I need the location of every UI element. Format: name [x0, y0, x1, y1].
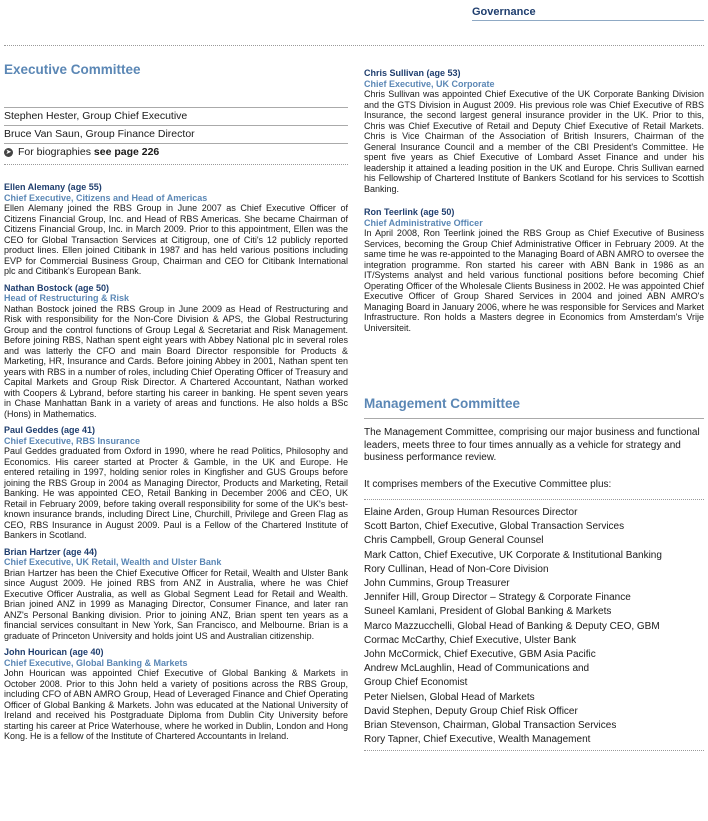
divider	[364, 499, 704, 500]
management-committee-title: Management Committee	[364, 396, 521, 411]
left-column	[4, 62, 348, 748]
list-item: Brian Stevenson, Chairman, Global Transaction Services	[364, 720, 617, 732]
list-item: Chris Campbell, Group General Counsel	[364, 535, 544, 547]
arrow-circle-icon: ➤	[5, 148, 12, 156]
management-committee-section	[364, 396, 704, 751]
management-committee-intro2: It comprises members of the Executive Committee plus:	[364, 478, 612, 490]
list-item: Rory Cullinan, Head of Non-Core Division	[364, 563, 549, 575]
bio-role: Chief Administrative Officer	[364, 217, 483, 228]
bio-name: Chris Sullivan (age 53)	[364, 68, 461, 78]
list-item: Peter Nielsen, Global Head of Markets	[364, 691, 535, 703]
list-item: John Cummins, Group Treasurer	[364, 578, 510, 590]
bio-role: Chief Executive, Citizens and Head of Americas	[4, 192, 208, 203]
header-section-tab[interactable]	[472, 2, 704, 21]
list-item: Andrew McLaughlin, Head of Communications and	[364, 663, 590, 675]
top-divider	[4, 45, 704, 46]
header-section-label: Governance	[472, 6, 536, 18]
management-committee-intro: The Management Committee, comprising our major business and functional leaders, meets three to four times annually as a vehicle for strategy and business performance review.	[364, 427, 700, 463]
list-item: Mark Catton, Chief Executive, UK Corporate & Institutional Banking	[364, 549, 662, 561]
bio-role: Chief Executive, UK Corporate	[364, 78, 495, 89]
bio-text: Chris Sullivan was appointed Chief Executive of the UK Corporate Banking Division and the GTS Division in August 2009. His previous role was Chief Executive of RBS Insurance, the second largest general insurance provider in the UK. Prior to this, Chris was Chief Executive of Retail and Deputy Chief Executive of Retail Markets. Chris is Vice Chairman of the Association of British Insurers, Chairman of the General Insurance Council and a member of the CBI President's Committee. He spent five years as Chief Executive of Lombard Asset Finance and under his leadership it attained a leading position in the UK and Europe. Chris Sullivan earned his Fellowship of Chartered Institute of Bankers Scotland for his services to Scottish Banking.	[364, 89, 704, 194]
bio-name: John Hourican (age 40)	[4, 647, 104, 657]
list-item: Scott Barton, Chief Executive, Global Transaction Services	[364, 521, 625, 533]
bio-entry	[4, 647, 348, 742]
biography-link-prefix: For biographies	[18, 146, 91, 158]
bio-entry	[4, 547, 348, 642]
bio-name: Brian Hartzer (age 44)	[4, 546, 98, 557]
bio-role: Chief Executive, RBS Insurance	[4, 435, 141, 446]
bio-text: Paul Geddes graduated from Oxford in 1990, where he read Politics, Philosophy and Economics. His career started at Procter & Gamble, in the UK and Europe. He entered retailing in 1997, holding senior roles in Kingfisher and GUS Groups before joining the RBS Group in 2004 as Managing Director, Products and Marketing, Retail Banking. He was appointed CEO, Retail Banking in December 2006 and CEO, UK Retail in February 2009, before taking overall responsibility for some of the UK's best-known insurance brands, including Direct Line, Churchill, Privilege and Green Flag as CEO, RBS Insurance in August 2009. Paul is a Fellow of the Chartered Institute of Bankers in Scotland.	[4, 446, 348, 540]
bio-text: John Hourican was appointed Chief Executive of Global Banking & Markets in October 2008. Prior to this John held a variety of positions across the RBS Group, including CFO of ABN AMRO Group, Head of Leveraged Finance and Chief Operating Officer of Global Banking & Markets. John was educated at the National University of Ireland and received his Postgraduate Diploma from Dublin City University before starting his career at Price Waterhouse, where he worked in Dublin, London and Hong Kong. He is a fellow of the Institute of Chartered Accountants in Ireland.	[4, 668, 348, 741]
bio-text: Brian Hartzer has been the Chief Executive Officer for Retail, Wealth and Ulster Bank since August 2009. He joined RBS from ANZ in Australia, where he was Chief Executive Officer Australia, as well as Global Segment Lead for Retail and Wealth. Brian joined ANZ in 1999 as Managing Director, Consumer Finance, and later ran ANZ's Personal Banking division. Prior to joining ANZ, Brian spent ten years as a financial services consultant in New York, San Francisco, and Melbourne. Brian is a graduate of Princeton University and holds joint US and Australian citizenship.	[4, 567, 348, 641]
executive-committee-title: Executive Committee	[4, 62, 141, 77]
bio-name: Nathan Bostock (age 50)	[4, 282, 110, 293]
bio-role: Chief Executive, Global Banking & Markets	[4, 657, 188, 668]
list-item: Cormac McCarthy, Chief Executive, Ulster Bank	[364, 634, 577, 646]
divider	[364, 750, 704, 751]
bio-entry	[364, 207, 704, 333]
bio-name: Paul Geddes (age 41)	[4, 425, 96, 435]
bio-text: In April 2008, Ron Teerlink joined the RBS Group as Chief Executive of Business Services, becoming the Group Chief Administrative Officer in February 2009. At the same time he was re-appointed to the Managing Board of ABN AMRO to oversee the integration programme. Ron started his career with ABN Bank in 1986 as an IT/Systems analyst and held various functional positions before becoming Chief Operating Officer of the Wholesale Clients Business in 2002. He was appointed Chief Executive Officer of Group Shared Services in 2004 and joined ABN AMRO's Managing Board in January 2006, where he was responsible for Services and Market Infrastructure. Ron holds a Masters degree in Economics from Amsterdam's Vrije Universiteit.	[364, 228, 704, 333]
biography-link-page[interactable]: see page 226	[93, 146, 160, 158]
list-item: Group Chief Economist	[364, 677, 468, 689]
bio-name: Ellen Alemany (age 55)	[4, 182, 102, 192]
list-item: Rory Tapner, Chief Executive, Wealth Management	[364, 734, 591, 746]
list-item: John McCormick, Chief Executive, GBM Asia Pacific	[364, 649, 596, 661]
divider	[364, 418, 704, 419]
committee-member: Bruce Van Saun, Group Finance Director	[4, 128, 195, 140]
bio-role: Chief Executive, UK Retail, Wealth and Ulster Bank	[4, 557, 222, 567]
list-item: Marco Mazzucchelli, Global Head of Banking & Deputy CEO, GBM	[364, 620, 660, 632]
bio-text: Ellen Alemany joined the RBS Group in June 2007 as Chief Executive Officer of Citizens Financial Group, Inc. and Head of RBS Americas. She became Chairman of Citizens Financial Group, Inc. in March 2009. Prior to this appointment, Ellen was the CEO for Global Transaction Services at Citigroup, one of Citi's 12 publicly reported product lines. Ellen joined Citibank in 1987 and has held various positions including EVP for Commercial Business Group, Chairman and CEO for Citibank International plc and Citibank's European Bank.	[4, 203, 348, 276]
list-item: Elaine Arden, Group Human Resources Director	[364, 507, 578, 518]
list-item: David Stephen, Deputy Group Chief Risk Officer	[364, 705, 578, 717]
bio-role: Head of Restructuring & Risk	[4, 293, 130, 303]
bio-entry	[364, 68, 704, 194]
committee-member: Stephen Hester, Group Chief Executive	[4, 110, 188, 122]
list-item: Jennifer Hill, Group Director – Strategy & Corporate Finance	[364, 592, 631, 604]
bio-text: Nathan Bostock joined the RBS Group in June 2009 as Head of Restructuring and Risk with responsibility for the Non-Core Division & APS, the Global Restructuring Group and the control functions of Group Legal & Secretariat and Risk Management. Before joining RBS, Nathan spent eight years with Abbey National plc in several roles and was latterly the CFO and main Board Director responsible for Products & Marketing, HR, Insurance and Cards. Before joining Abbey in 2001, Nathan spent ten years with RBS in a number of roles, including Chief Operating Officer of Treasury and Capital Markets and Group Risk Director. A Chartered Accountant, Nathan worked with Coopers & Lybrand, before starting his career in banking. He spent seven years in Chase Manhattan Bank in a variety of areas and functions. He also holds a BSc (Hons) in Mathematics.	[4, 303, 348, 419]
bio-name: Ron Teerlink (age 50)	[364, 207, 455, 217]
right-column	[364, 68, 704, 339]
management-committee-list	[364, 506, 704, 747]
bio-entry	[4, 283, 348, 420]
bio-entry	[4, 182, 348, 277]
bio-entry	[4, 425, 348, 541]
biography-link[interactable]	[4, 144, 348, 158]
list-item: Suneel Kamlani, President of Global Banking & Markets	[364, 606, 612, 618]
